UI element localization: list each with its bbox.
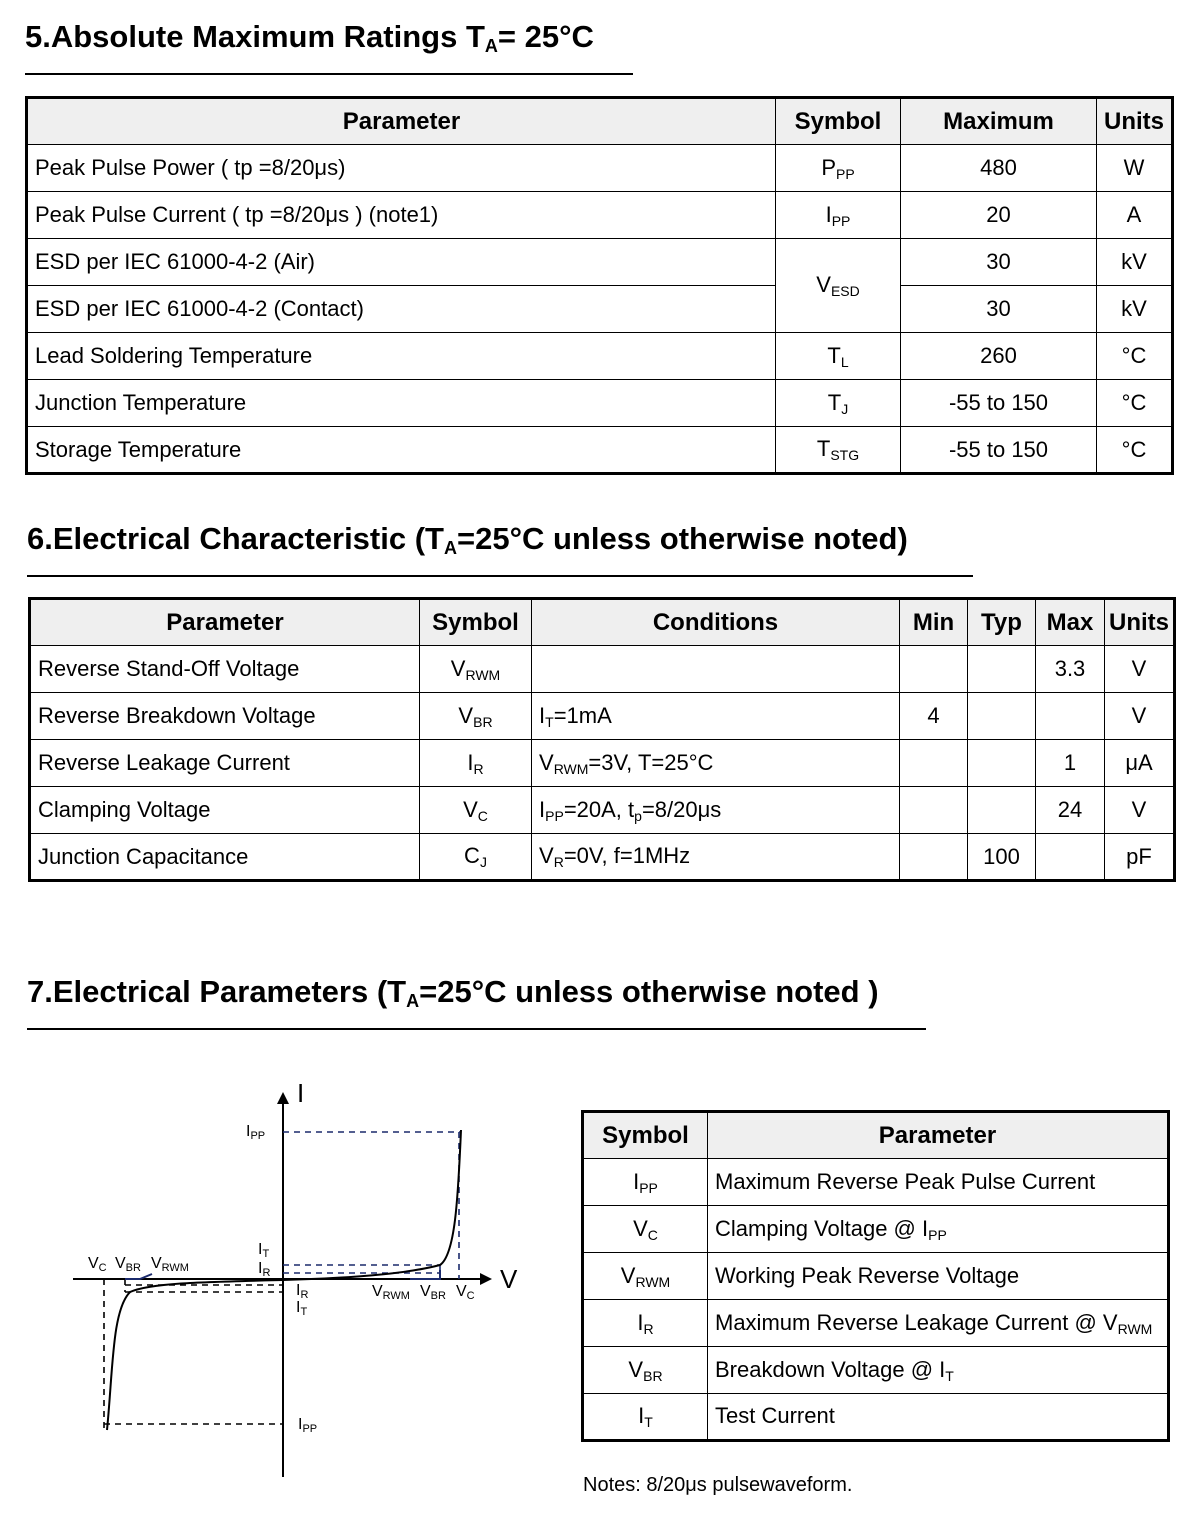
vbr-left-label: VBR (115, 1255, 141, 1274)
vrwm-left-label: VRWM (151, 1255, 189, 1274)
notes-text: Notes: 8/20μs pulsewaveform. (583, 1474, 853, 1496)
table-row: Junction Capacitance $C_J$ $V_R=0V$, f=1MHz 100 pF (30, 834, 1175, 881)
header-parameter: Parameter (30, 599, 420, 646)
vbr-right-marker (410, 1270, 440, 1279)
table-row: $V_C$ Clamping Voltage @ $I_{PP}$ (583, 1206, 1169, 1253)
table-row: ESD per IEC 61000-4-2 (Air) $V_{ESD}$ 30 kV (27, 239, 1173, 286)
header-conditions: Conditions (532, 599, 900, 646)
table-row: $I_T$ Test Current (583, 1394, 1169, 1441)
x-axis-arrow-icon (480, 1273, 492, 1285)
table-row: Reverse Leakage Current $I_R$ $V_{RWM}=3V$, T=25°C 1 μA (30, 740, 1175, 787)
header-symbol: Symbol (776, 98, 901, 145)
header-min: Min (900, 599, 968, 646)
it-right-label: IT (296, 1299, 308, 1318)
electrical-parameters-table (581, 1110, 1170, 1442)
vc-right-label: VC (456, 1283, 475, 1302)
electrical-characteristic-table (28, 597, 1176, 882)
ipp-bottom-label: IPP (298, 1416, 318, 1435)
header-max: Max (1036, 599, 1105, 646)
vc-left-label: VC (88, 1255, 107, 1274)
table-row: $V_{RWM}$ Working Peak Reverse Voltage (583, 1253, 1169, 1300)
table-row: Storage Temperature $T_{STG}$ -55 to 150 °C (27, 427, 1173, 474)
y-axis-label: I (297, 1078, 305, 1108)
section6-heading: 6.Electrical Characteristic ($T_A=25^\circ C$ unless otherwise noted) (27, 520, 973, 577)
header-maximum: Maximum (901, 98, 1097, 145)
header-symbol: Symbol (420, 599, 532, 646)
header-units: Units (1097, 98, 1173, 145)
ir-right-label: IR (296, 1282, 309, 1301)
table-row: $I_R$ Maximum Reverse Leakage Current @ $V_{RWM}$ (583, 1300, 1169, 1347)
x-axis-label: V (500, 1264, 518, 1294)
table-row: Reverse Breakdown Voltage $V_{BR}$ $I_T=1mA$ 4 V (30, 693, 1175, 740)
header-parameter: Parameter (708, 1112, 1169, 1159)
table-row: $I_{PP}$ Maximum Reverse Peak Pulse Current (583, 1159, 1169, 1206)
iv-characteristic-diagram (0, 1070, 560, 1490)
section7-heading: 7.Electrical Parameters ($T_A=25^\circ C$ unless otherwise noted ) (27, 973, 926, 1030)
ir-left-label: IR (258, 1260, 271, 1279)
section5-heading: 5.Absolute Maximum Ratings $T_A= 25^\circ C$ (25, 18, 633, 75)
table-row: Peak Pulse Power ( tp =8/20μs) $P_{PP}$ 480 W (27, 145, 1173, 192)
y-axis-arrow-icon (277, 1092, 289, 1104)
header-symbol: Symbol (583, 1112, 708, 1159)
vrwm-right-label: VRWM (372, 1283, 410, 1302)
table-row: Clamping Voltage $V_C$ $I_{PP}=20A$, $t_p=8/20\mu s$ 24 V (30, 787, 1175, 834)
it-left-label: IT (258, 1241, 270, 1260)
header-parameter: Parameter (27, 98, 776, 145)
table-row: Peak Pulse Current ( tp =8/20μs ) (note1) $I_{PP}$ 20 A (27, 192, 1173, 239)
header-units: Units (1105, 599, 1175, 646)
table-row: Junction Temperature $T_J$ -55 to 150 °C (27, 380, 1173, 427)
vbr-right-label: VBR (420, 1283, 446, 1302)
table-row: Lead Soldering Temperature $T_L$ 260 °C (27, 333, 1173, 380)
table-row: ESD per IEC 61000-4-2 (Contact) 30 kV (27, 286, 1173, 333)
table-row: Reverse Stand-Off Voltage $V_{RWM}$ 3.3 V (30, 646, 1175, 693)
ipp-top-label: IPP (246, 1123, 266, 1142)
header-typ: Typ (968, 599, 1036, 646)
absolute-max-ratings-table (25, 96, 1174, 475)
table-row: $V_{BR}$ Breakdown Voltage @ $I_T$ (583, 1347, 1169, 1394)
